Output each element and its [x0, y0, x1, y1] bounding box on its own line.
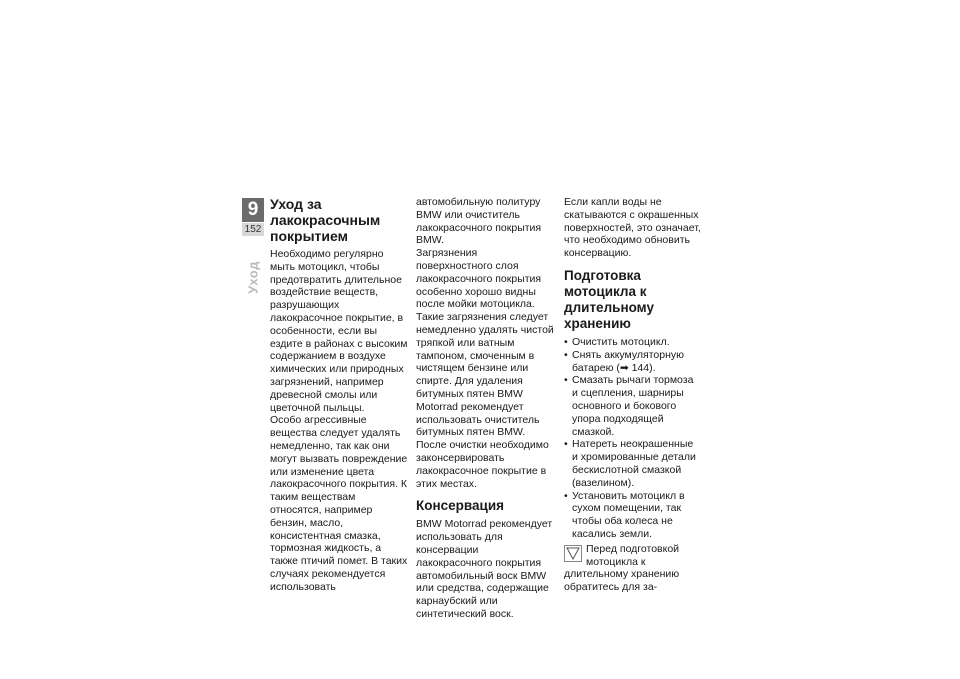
list-item: • Снять аккумуляторную батарею (➡ 144).: [564, 349, 702, 375]
paragraph: Особо агрессивные вещества следует удалять немедленно, так как они могут вызвать повреждение или изменение цвета лакокрасочного покрытия. К таким веществам относятся, например бензин, масло, консистентная смазка, тормозная жидкость, а также птичий помет. В таких случаях рекомендуется использовать: [270, 414, 408, 593]
section-heading-paint-care: Уход за лакокрасочным покрытием: [270, 196, 381, 244]
paragraph: Загрязнения поверхностного слоя лакокрасочного покрытия особенно хорошо видны после мойки мотоцикла. Такие загрязнения следует немедленно удалять чистой тряпкой или ватным тампоном, смоченным в чистящем бензине или спирте. Для удаления битумных пятен BMW Motorrad рекомендует использовать очиститель битумных пятен BMW. После очистки необходимо законсервировать лакокрасочное покрытие в этих местах.: [416, 247, 554, 490]
section-heading-storage: Подготовка мотоцикла к длительному хранению: [564, 267, 654, 331]
storage-steps-list: [564, 336, 702, 541]
paragraph: Необходимо регулярно мыть мотоцикл, чтобы предотвратить длительное воздействие веществ, разрушающих лакокрасочное покрытие, в особенности, если вы ездите в районах с высоким содержанием в воздухе химических или природных загрязнений, например древесной смолы или цветочной пыльцы.: [270, 248, 408, 414]
list-item: • Очистить мотоцикл.: [564, 336, 702, 349]
paragraph: BMW Motorrad рекомендует использовать для консервации лакокрасочного покрытия автомобильный воск BMW или средства, содержащие карнаубский или синтетический воск.: [416, 518, 553, 620]
list-item: • Установить мотоцикл в сухом помещении, так чтобы оба колеса не касались земли.: [564, 490, 702, 541]
note-text: Перед подготовкой мотоцикла к длительному хранению обратитесь для за-: [564, 542, 680, 594]
warning-triangle-icon: [564, 545, 582, 562]
chapter-side-label: Уход: [245, 261, 261, 294]
list-item: • Натереть неокрашенные и хромированные детали бескислотной смазкой (вазелином).: [564, 438, 702, 489]
list-item: • Смазать рычаги тормоза и сцепления, шарниры основного и бокового упора подходящей смазкой.: [564, 374, 702, 438]
column-3: [564, 196, 702, 594]
note-block: [564, 543, 702, 594]
column-1: [270, 196, 408, 594]
page-number: 152: [242, 223, 264, 236]
paragraph: автомобильную политуру BMW или очиститель лакокрасочного покрытия BMW.: [416, 196, 542, 247]
chapter-number: 9: [242, 198, 264, 222]
section-heading-preservation: Консервация: [416, 498, 505, 514]
paragraph: Если капли воды не скатываются с окрашенных поверхностей, это означает, что необходимо обновить консервацию.: [564, 196, 701, 260]
column-2: [416, 196, 554, 621]
